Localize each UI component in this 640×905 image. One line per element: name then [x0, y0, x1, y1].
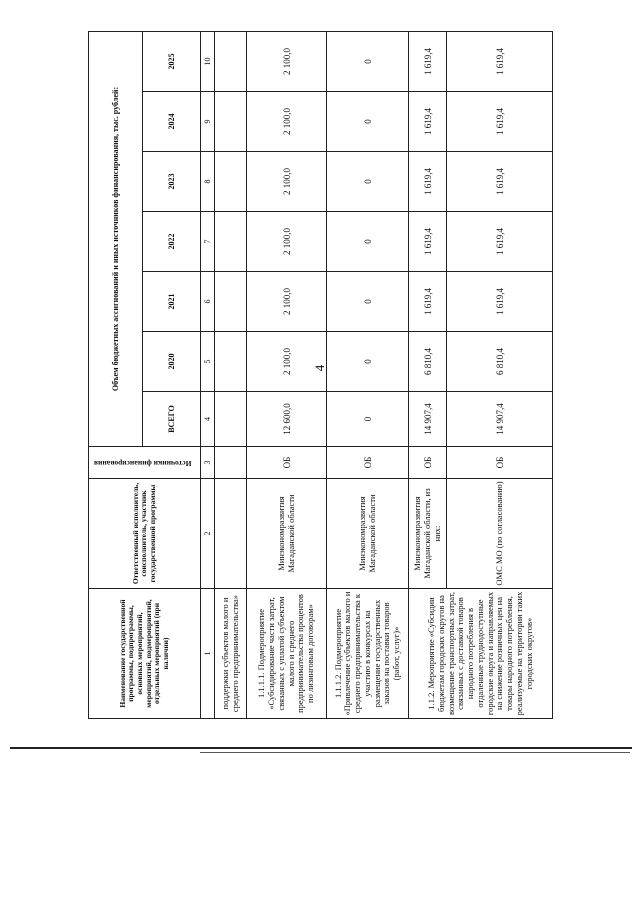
header-source: Источники финансирования: [94, 458, 192, 468]
row-2022: 1 619,4: [409, 212, 447, 272]
row-2022: 1 619,4: [447, 212, 553, 272]
row-2023: 1 619,4: [409, 152, 447, 212]
row-executor: [215, 479, 247, 589]
row-2021: 2 100,0: [247, 272, 327, 332]
row-name: поддержки субъектов малого и среднего предпринимательства»: [215, 589, 247, 719]
col-num-8: 8: [201, 152, 215, 212]
header-total: ВСЕГО: [143, 392, 201, 447]
col-num-6: 6: [201, 272, 215, 332]
row-total: 0: [327, 392, 409, 447]
row-2025: 1 619,4: [409, 31, 447, 91]
row-2025: 2 100,0: [247, 31, 327, 91]
header-source-cell: [89, 447, 201, 479]
header-year-2020: 2020: [143, 332, 201, 392]
row-name: 1.1.2. Мероприятие «Субсидии бюджетам городских округов на возмещение транспортных затрат, связанных с доставкой товаров народного потребления в отдаленные труднодоступные городские округа и направляемых на снижение розничных цен на товары народного потребления, реализуемые на территории таких городских округов»: [409, 589, 553, 719]
row-executor: Минэкономразвития Магаданской области: [327, 479, 409, 589]
row-source: ОБ: [447, 447, 553, 479]
row-2025: 1 619,4: [447, 31, 553, 91]
row-2024: 2 100,0: [247, 92, 327, 152]
row-2022: [215, 212, 247, 272]
table-row: [247, 31, 327, 718]
row-2023: 1 619,4: [447, 152, 553, 212]
row-executor: ОМС МО (по согласованию): [447, 479, 553, 589]
col-num-5: 5: [201, 332, 215, 392]
table-rotation-wrapper: [88, 32, 550, 719]
header-year-2021: 2021: [143, 272, 201, 332]
row-name: 1.1.1.1. Подмероприятие «Субсидирование части затрат, связанных с уплатой субъектом малого и среднего предпринимательства процентов по лизинговым договорам»: [247, 589, 327, 719]
row-2020: 2 100,0: [247, 332, 327, 392]
row-2024: [215, 92, 247, 152]
col-num-3: 3: [201, 447, 215, 479]
row-2021: 1 619,4: [409, 272, 447, 332]
col-num-7: 7: [201, 212, 215, 272]
row-2022: 2 100,0: [247, 212, 327, 272]
row-executor: Минэкономразвития Магаданской области: [247, 479, 327, 589]
row-2025: [215, 31, 247, 91]
row-2024: 1 619,4: [409, 92, 447, 152]
row-total: 14 907,4: [447, 392, 553, 447]
row-2023: [215, 152, 247, 212]
row-total: 14 907,4: [409, 392, 447, 447]
row-2021: [215, 272, 247, 332]
row-name: 1.1.1.2. Подмероприятие «Привлечение субъектов малого и среднего предпринимательства к участию в конкурсах на размещение государственных заказов на поставки товаров (работ, услуг)»: [327, 589, 409, 719]
table-row: [215, 31, 247, 718]
row-2020: 6 810,4: [409, 332, 447, 392]
col-num-1: 1: [201, 589, 215, 719]
row-2022: 0: [327, 212, 409, 272]
row-2020: 6 810,4: [447, 332, 553, 392]
header-year-2024: 2024: [143, 92, 201, 152]
row-source: ОБ: [327, 447, 409, 479]
col-num-4: 4: [201, 392, 215, 447]
header-volume: Объем бюджетных ассигнований и иных источников финансирования, тыс. рублей:: [89, 31, 143, 446]
row-2020: 0: [327, 332, 409, 392]
row-total: [215, 392, 247, 447]
row-2023: 2 100,0: [247, 152, 327, 212]
row-source: [215, 447, 247, 479]
table-row: [327, 31, 409, 718]
row-2021: 1 619,4: [447, 272, 553, 332]
row-2024: 1 619,4: [447, 92, 553, 152]
table-row: [409, 31, 447, 718]
row-2021: 0: [327, 272, 409, 332]
page-number: 4: [312, 364, 327, 372]
header-year-2023: 2023: [143, 152, 201, 212]
col-num-9: 9: [201, 92, 215, 152]
row-total: 12 600,0: [247, 392, 327, 447]
page-bottom-rule-secondary: [200, 752, 630, 753]
row-2023: 0: [327, 152, 409, 212]
financing-table: [88, 31, 553, 719]
page-bottom-rule: [10, 747, 632, 749]
header-executor: Ответственный исполнитель, соисполнитель, участник государственной программы: [89, 479, 201, 589]
row-source: ОБ: [409, 447, 447, 479]
header-year-2025: 2025: [143, 31, 201, 91]
header-year-2022: 2022: [143, 212, 201, 272]
col-num-10: 10: [201, 31, 215, 91]
row-2020: [215, 332, 247, 392]
rotated-table-area: [88, 32, 550, 719]
col-num-2: 2: [201, 479, 215, 589]
header-name: Наименование государственной программы, подпрограммы, основных мероприятий, мероприятий, подмероприятий, отдельных мероприятий (при наличии): [89, 589, 201, 719]
row-2024: 0: [327, 92, 409, 152]
row-source: ОБ: [247, 447, 327, 479]
column-numbers-row: [201, 31, 215, 718]
row-executor: Минэкономразвития Магаданской области, из них:: [409, 479, 447, 589]
row-2025: 0: [327, 31, 409, 91]
header-row-1: [89, 31, 143, 718]
